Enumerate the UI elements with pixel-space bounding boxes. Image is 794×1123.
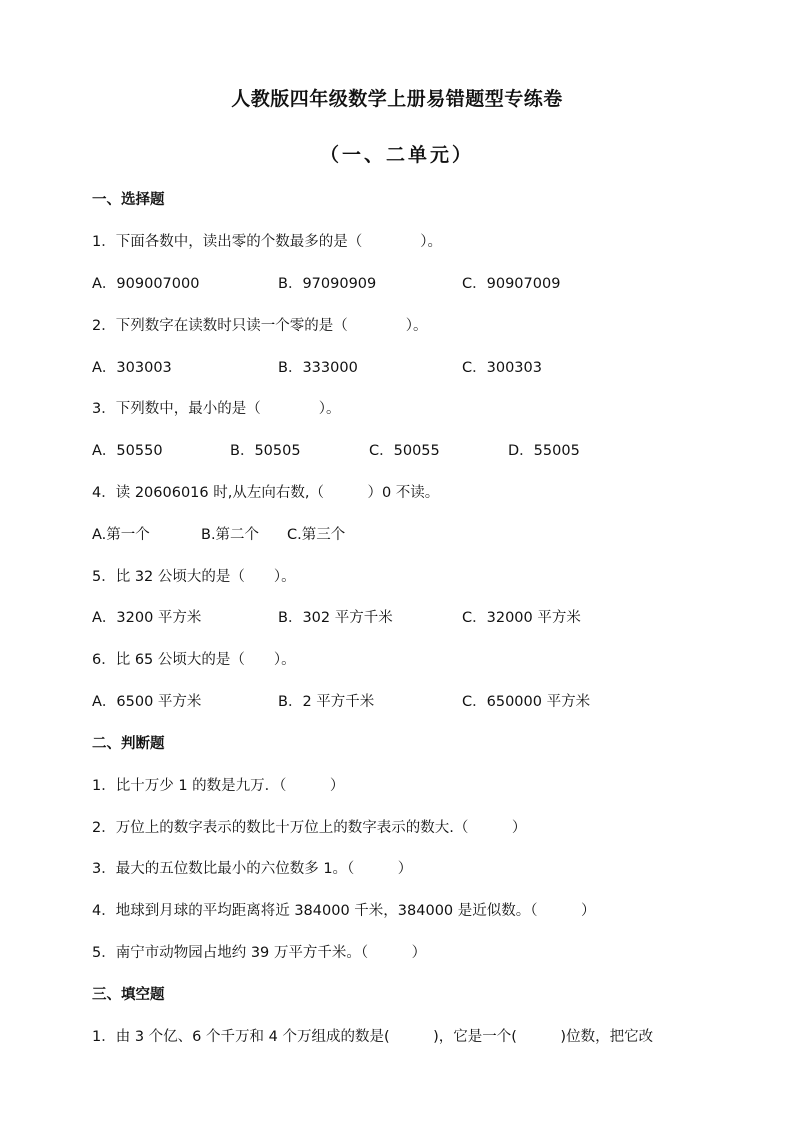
question-stem: 5．比 32 公顷大的是（ ）。 (92, 569, 296, 585)
option-a: A.第一个 (92, 527, 150, 543)
option-a: A．909007000 (92, 276, 200, 292)
fill-question: 1．由 3 个亿、6 个千万和 4 个万组成的数是( )，它是一个( )位数，把它改 (92, 1029, 654, 1045)
page-subtitle: （一、二单元） (319, 144, 474, 166)
question-stem: 6．比 65 公顷大的是（ ）。 (92, 652, 296, 668)
option-d: D．55005 (508, 443, 580, 459)
question-stem: 1．下面各数中，读出零的个数最多的是（ ）。 (92, 234, 442, 250)
option-c: C．650000 平方米 (462, 694, 591, 710)
option-c: C．50055 (369, 443, 440, 459)
option-b: B．2 平方千米 (278, 694, 375, 710)
option-c: C．300303 (462, 360, 542, 376)
option-c: C．32000 平方米 (462, 610, 581, 626)
option-a: A．303003 (92, 360, 172, 376)
section-heading-choice: 一、选择题 (92, 192, 165, 208)
option-b: B．302 平方千米 (278, 610, 393, 626)
option-b: B．97090909 (278, 276, 377, 292)
judge-question: 5．南宁市动物园占地约 39 万平方千米。（ ） (92, 945, 427, 961)
question-stem: 2．下列数字在读数时只读一个零的是（ ）。 (92, 318, 428, 334)
option-b: B．50505 (230, 443, 301, 459)
option-a: A．3200 平方米 (92, 610, 202, 626)
judge-question: 4．地球到月球的平均距离将近 384000 千米，384000 是近似数。（ ） (92, 903, 596, 919)
option-c: C．90907009 (462, 276, 561, 292)
option-b: B.第二个 (201, 527, 260, 543)
judge-question: 3．最大的五位数比最小的六位数多 1。（ ） (92, 861, 413, 877)
page-title: 人教版四年级数学上册易错题型专练卷 (231, 88, 563, 110)
option-b: B．333000 (278, 360, 358, 376)
judge-question: 1．比十万少 1 的数是九万．（ ） (92, 778, 345, 794)
option-a: A．50550 (92, 443, 163, 459)
section-heading-judge: 二、判断题 (92, 736, 165, 752)
option-c: C.第三个 (287, 527, 346, 543)
option-a: A．6500 平方米 (92, 694, 202, 710)
section-heading-fill: 三、填空题 (92, 987, 165, 1003)
judge-question: 2．万位上的数字表示的数比十万位上的数字表示的数大.（ ） (92, 820, 527, 836)
question-stem: 3．下列数中，最小的是（ ）。 (92, 401, 341, 417)
question-stem: 4．读 20606016 时,从左向右数,（ ）0 不读。 (92, 485, 440, 501)
